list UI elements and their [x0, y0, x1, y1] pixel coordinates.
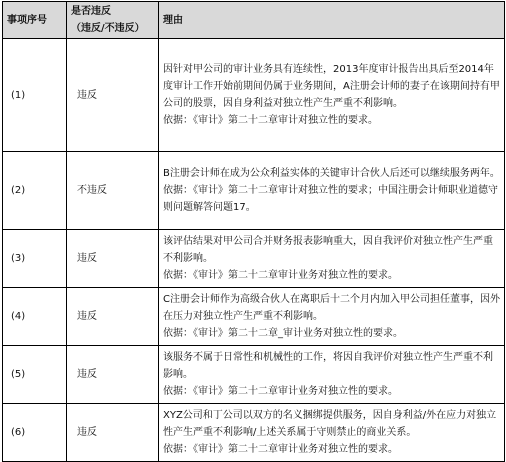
row-number: (5)	[3, 346, 67, 404]
table-row	[3, 404, 505, 462]
header-row	[3, 2, 505, 39]
row-reason-cell	[159, 404, 505, 462]
row-result: 违反	[67, 39, 159, 152]
row-basis: 依据：《审计》第二十二章审计业务对独立性的要求。	[163, 386, 398, 397]
row-reason: B注册会计师在成为公众利益实体的关键审计合伙人后还可以继续服务两年。	[163, 168, 500, 179]
row-reason-cell	[159, 346, 505, 404]
answer-table	[2, 1, 505, 462]
row-reason: XYZ公司和丁公司以双方的名义捆绑提供服务，因自身利益/外在应力对独立性产生严重不利影响/上述关系属于守则禁止的商业关系。	[163, 410, 497, 438]
row-basis: 依据：《审计》第二十二章审计对独立性的要求；中国注册会计师职业道德守则问题解答问题17。	[163, 185, 498, 213]
row-reason: 该评估结果对甲公司合并财务报表影响重大，因自我评价对独立性产生严重不利影响。	[163, 236, 493, 264]
row-result: 违反	[67, 346, 159, 404]
row-reason-cell	[159, 288, 505, 346]
row-result: 违反	[67, 288, 159, 346]
header-item-no: 事项序号	[3, 2, 67, 39]
row-reason-cell	[159, 230, 505, 288]
row-number: (2)	[3, 152, 67, 230]
row-reason-cell	[159, 39, 505, 152]
table-row	[3, 230, 505, 288]
row-reason-cell	[159, 152, 505, 230]
row-number: (4)	[3, 288, 67, 346]
header-is-violation: 是否违反 （违反/不违反）	[67, 2, 159, 39]
table-row	[3, 152, 505, 230]
row-result: 违反	[67, 230, 159, 288]
row-result: 违反	[67, 404, 159, 462]
row-reason: 因针对甲公司的审计业务具有连续性，2013年度审计报告出具后至2014年度审计工作开始前期间仍属于业务期间，A注册会计师的妻子在该期间持有甲公司的股票，因自身利益对独立性产生严重不利影响。	[163, 64, 500, 109]
row-number: (1)	[3, 39, 67, 152]
table-row	[3, 39, 505, 152]
row-basis: 依据：《审计》第二十二章审计业务对独立性的要求。	[163, 444, 398, 455]
row-basis: 依据：《审计》第二十二章审计业务对独立性的要求。	[163, 270, 398, 281]
header-reason: 理由	[159, 2, 505, 39]
row-reason: 该服务不属于日常性和机械性的工作，将因自我评价对独立性产生严重不利影响。	[163, 352, 493, 380]
row-basis: 依据：《审计》第二十二章审计对独立性的要求。	[163, 115, 378, 126]
row-number: (6)	[3, 404, 67, 462]
table-row	[3, 288, 505, 346]
row-number: (3)	[3, 230, 67, 288]
table-row	[3, 346, 505, 404]
row-basis: 依据：《审计》第二十二章_审计业务对独立性的要求。	[163, 328, 403, 339]
row-reason: C注册会计师作为高级合伙人在离职后十二个月内加入甲公司担任董事，因外在压力对独立性产生严重不利影响。	[163, 294, 500, 322]
row-result: 不违反	[67, 152, 159, 230]
